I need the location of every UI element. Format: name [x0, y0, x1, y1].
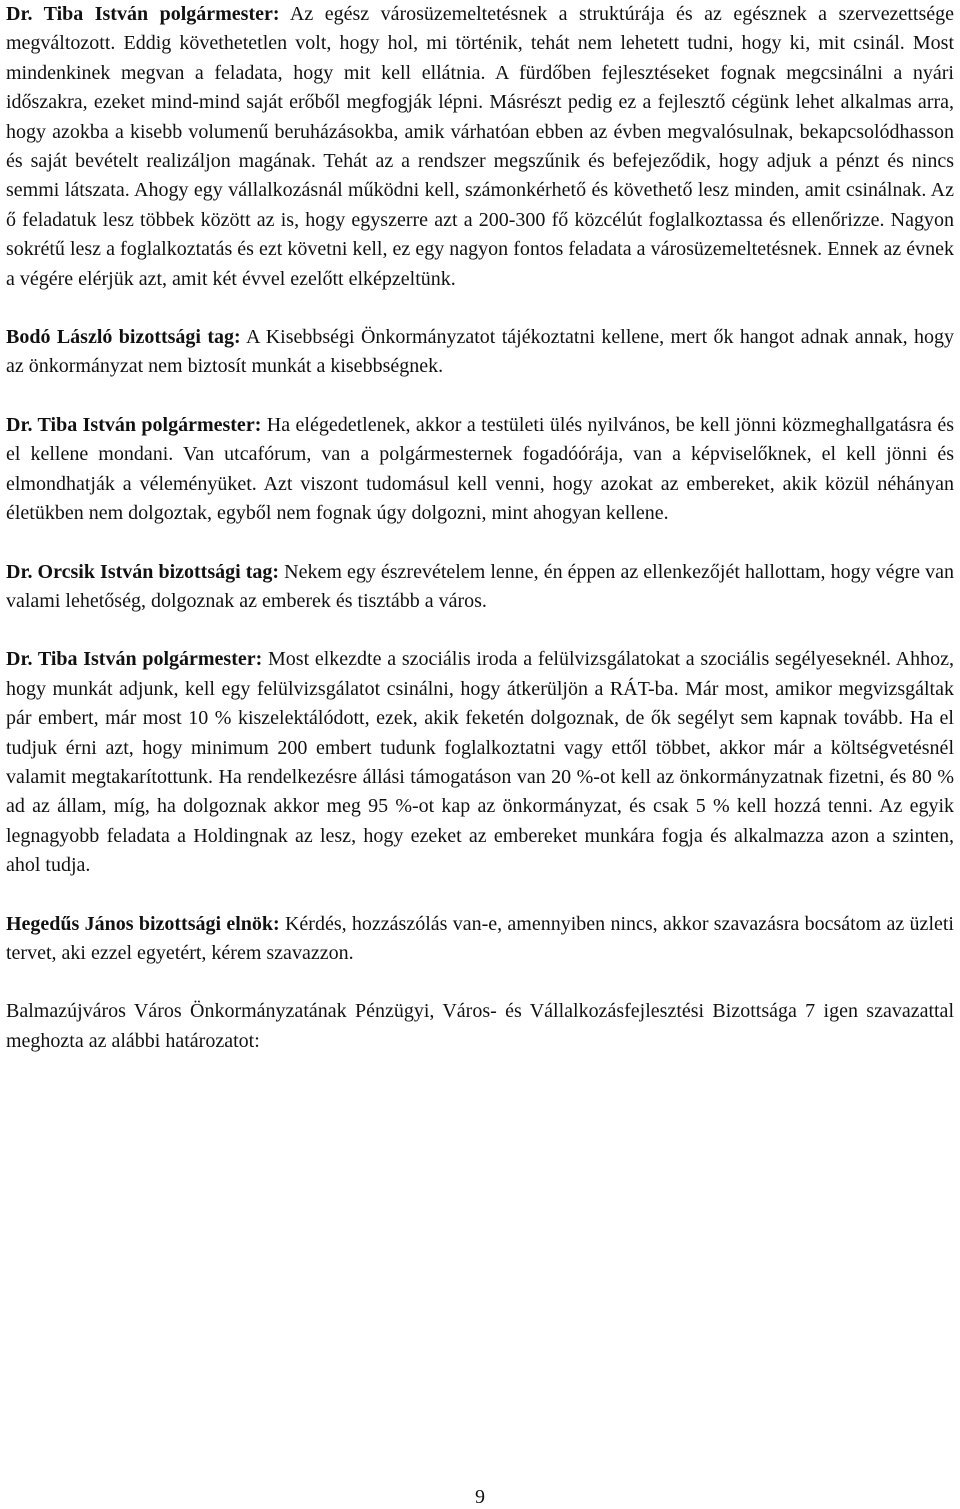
- paragraph-7: [6, 997, 954, 1056]
- speaker-name: Dr. Tiba István polgármester:: [6, 648, 263, 671]
- paragraph-text: Nekem egy észrevételem lenne, én éppen az ellenkezőjét hallottam, hogy végre van valami lehetőség, dolgoznak az emberek és tisztább a város.: [6, 560, 954, 612]
- paragraph-text: Ha elégedetlenek, akkor a testületi ülés nyilvános, be kell jönni közmeghallgatásra és el kellene mondani. Van utcafórum, van a polgármesternek fogadóórája, van a képviselőknek, el kell jönni és elmondhatják a véleményüket. Azt viszont tudomásul kell venni, hogy azokat az embereket, akik közül néhányan életükben nem dolgoztak, egyből nem fognak úgy dolgozni, mint ahogyan kellene.: [6, 413, 954, 525]
- paragraph-6: [6, 910, 954, 969]
- paragraph-text: Balmazújváros Város Önkormányzatának Pénzügyi, Város- és Vállalkozásfejlesztési Bizottsága 7 igen szavazattal meghozta az alábbi határozatot:: [6, 1000, 954, 1052]
- paragraph-1: [6, 0, 954, 294]
- document-page: [6, 0, 954, 1085]
- speaker-name: Dr. Tiba István polgármester:: [6, 413, 262, 436]
- paragraph-3: [6, 411, 954, 529]
- paragraph-text: A Kisebbségi Önkormányzatot tájékoztatni kellene, mert ők hangot adnak annak, hogy az önkormányzat nem biztosít munkát a kisebbségnek.: [6, 326, 954, 378]
- speaker-name: Dr. Tiba István polgármester:: [6, 3, 280, 25]
- speaker-name: Hegedűs János bizottsági elnök:: [6, 912, 280, 935]
- paragraph-text: Az egész városüzemeltetésnek a struktúrája és az egésznek a szervezettsége megváltozott. Eddig követhetetlen volt, hogy hol, mi történik, tehát nem lehetett tudni, hogy ki, mit csinál. Most mindenkinek megvan a feladata, hogy mit kell ellátnia. A fürdőben fejlesztéseket fognak megcsinálni a nyári időszakra, ezeket mind-mind saját erőből megfogják lépni. Másrészt pedig ez a fejlesztő cégünk lehet alkalmas arra, hogy azokba a kisebb volumenű beruházásokba, amik várhatóan ebben az évben megvalósulnak, bekapcsolódhasson és saját bevételt realizáljon magának. Tehát az a rendszer megszűnik és befejeződik, hogy adjuk a pénzt és nincs semmi látszata. Ahogy egy vállalkozásnál működni kell, számonkérhető és követhető lesz minden, amit csinálnak. Az ő feladatuk lesz többek között az is, hogy egyszerre azt a 200-300 fő közcélút foglalkoztassa és ellenőrizze. Nagyon sokrétű lesz a foglalkoztatás és ezt követni kell, ez egy nagyon fontos feladata a városüzemeltetésnek. Ennek az évnek a végére elérjük azt, amit két évvel ezelőtt elképzeltünk.: [6, 3, 955, 290]
- paragraph-5: [6, 645, 954, 880]
- speaker-name: Dr. Orcsik István bizottsági tag:: [6, 560, 280, 583]
- paragraph-4: [6, 558, 954, 617]
- speaker-name: Bodó László bizottsági tag:: [6, 326, 241, 349]
- paragraph-2: [6, 323, 954, 382]
- paragraph-text: Most elkezdte a szociális iroda a felülvizsgálatokat a szociális segélyeseknél. Ahhoz, hogy munkát adjunk, kell egy felülvizsgálatot csinálni, hogy átkerüljön a RÁT-ba. Már most, amikor megvizsgáltak pár embert, már most 10 % kiszelektálódott, ezek, akik feketén dolgoznak, de ők segélyt sem kapnak tovább. Ha el tudjuk érni azt, hogy minimum 200 embert tudunk foglalkoztatni vagy ettől többet, akkor már a költségvetésnél valamit megtakarítottunk. Ha rendelkezésre állási támogatáson van 20 %-ot kell az önkormányzatnak fizetni, és 80 % ad az állam, míg, ha dolgoznak akkor meg 95 %-ot kap az önkormányzat, és csak 5 % kell hozzá tenni. Az egyik legnagyobb feladata a Holdingnak az lesz, hogy ezeket az embereket munkára fogja és alkalmazza azon a szinten, ahol tudja.: [6, 648, 954, 877]
- paragraph-text: Kérdés, hozzászólás van-e, amennyiben nincs, akkor szavazásra bocsátom az üzleti tervet, aki ezzel egyetért, kérem szavazzon.: [6, 912, 954, 964]
- page-number: 9: [475, 1486, 485, 1508]
